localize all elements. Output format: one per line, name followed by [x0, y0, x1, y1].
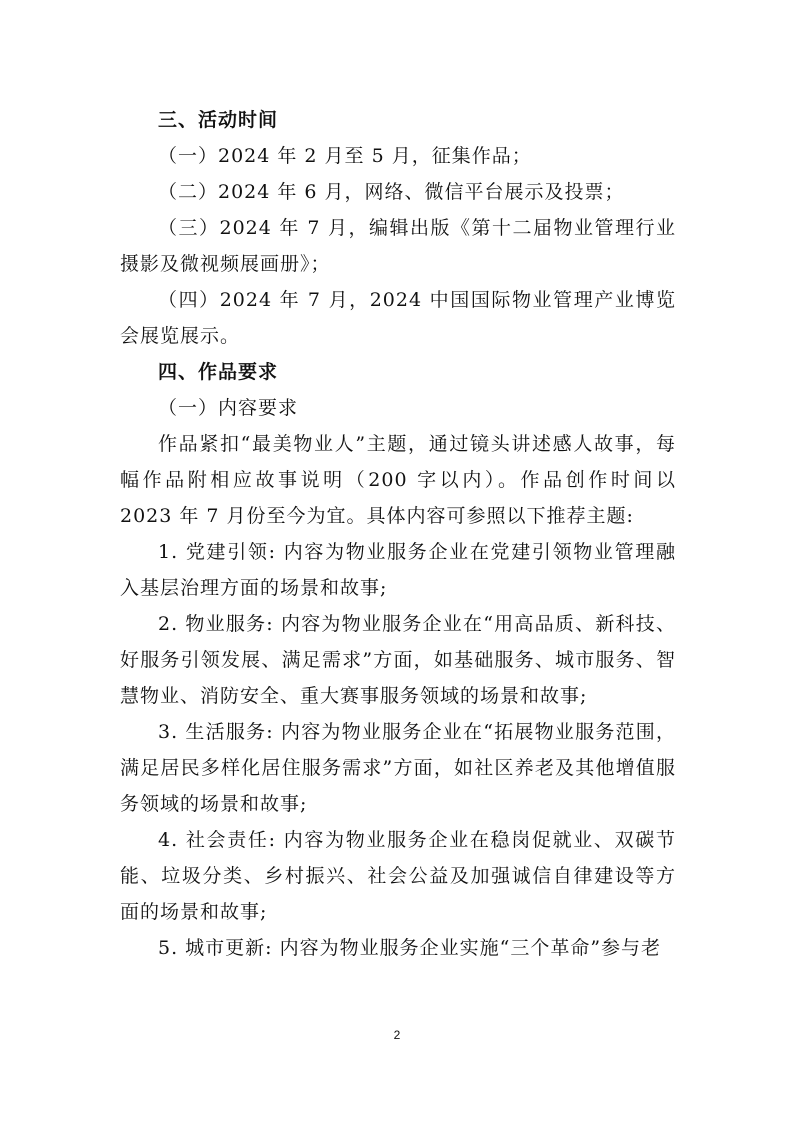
paragraph-schedule-3: （三）2024 年 7 月，编辑出版《第十二届物业管理行业摄影及微视频展画册》；: [120, 217, 676, 275]
paragraph-content-intro: 作品紧扣“最美物业人”主题，通过镜头讲述感人故事，每幅作品附相应故事说明（200 字以内）。作品创作时间以 2023 年 7 月份至今为宜。具体内容可参照以下推荐主题:: [120, 433, 676, 527]
list-item-life-service: 3. 生活服务: 内容为物业服务企业在“拓展物业服务范围，满足居民多样化居住服务需求”方面，如社区养老及其他增值服务领域的场景和故事;: [120, 721, 676, 815]
list-item-party-building: 1. 党建引领: 内容为物业服务企业在党建引领物业管理融入基层治理方面的场景和故事;: [120, 541, 676, 599]
paragraph-schedule-2: （二）2024 年 6 月，网络、微信平台展示及投票；: [158, 181, 625, 203]
section-heading-work-requirements: 四、作品要求: [158, 361, 279, 383]
paragraph-schedule-1: （一）2024 年 2 月至 5 月，征集作品；: [158, 145, 532, 167]
section-heading-activity-time: 三、活动时间: [158, 109, 279, 131]
page-number: 2: [393, 1028, 401, 1042]
paragraph-schedule-4: （四）2024 年 7 月，2024 中国国际物业管理产业博览会展览展示。: [120, 289, 676, 347]
list-item-social-responsibility: 4. 社会责任: 内容为物业服务企业在稳岗促就业、双碳节能、垃圾分类、乡村振兴、社会公益及加强诚信自律建设等方面的场景和故事;: [120, 829, 676, 923]
list-item-urban-renewal: 5. 城市更新: 内容为物业服务企业实施“三个革命”参与老: [158, 937, 662, 959]
subheading-content-requirements: （一）内容要求: [158, 397, 299, 419]
document-body: [120, 102, 676, 966]
list-item-property-service: 2. 物业服务: 内容为物业服务企业在“用高品质、新科技、好服务引领发展、满足需求”方面，如基础服务、城市服务、智慧物业、消防安全、重大赛事服务领域的场景和故事;: [120, 613, 676, 707]
